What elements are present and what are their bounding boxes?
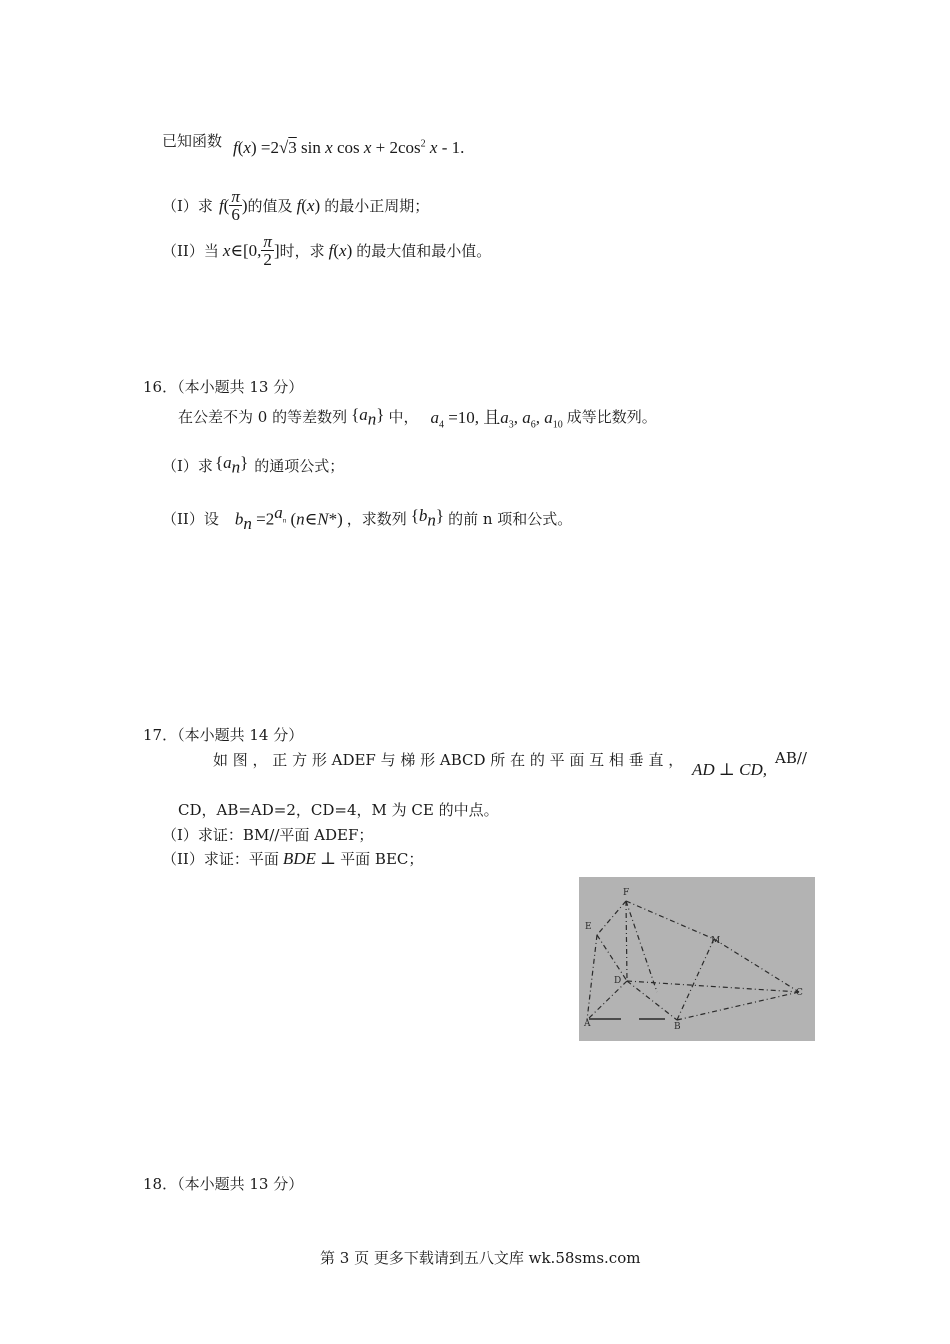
q16-stem: 在公差不为 0 的等差数列 $\{a_n\}$ 中， $a_4 =10$, 且$a_3$, $a_6$, $a_{10}$ 成等比数列。 <box>178 404 657 431</box>
q16-header: 16．（本小题共 13 分） <box>143 378 304 396</box>
page-footer: 第 3 页 更多下载请到五八文库 wk.58sms.com <box>320 1249 641 1267</box>
q17-header: 17．（本小题共 14 分） <box>143 726 304 744</box>
q16-part2: （II）设 $b_n =2^{a_n}$ (n∈N*) ，求数列 $\{b_n\}$ 的前 n 项和公式。 <box>162 503 573 534</box>
figure-label-A: A <box>584 1019 591 1029</box>
figure-label-D: D <box>614 976 622 986</box>
fraction-pi-over-2: $\frac{\pi}{2}$ <box>263 232 272 269</box>
q15-intro: 已知函数 <box>162 132 223 150</box>
q17-ad-perp-cd: AD ⊥ CD, <box>692 760 768 779</box>
geometry-figure-svg <box>579 877 815 1041</box>
figure-label-F: F <box>623 888 630 898</box>
q17-stem-tail: AB// <box>775 749 807 767</box>
fraction-pi-over-6: $\frac{\pi}{6}$ <box>231 187 240 224</box>
q15-part1: （I）求 f( $\frac{\pi}{6}$ ) 的值及 f(x) 的最小正周期； <box>162 187 430 224</box>
q17-stem-line1: 如 图 ， 正 方 形 ADEF 与 梯 形 ABCD 所 在 的 平 面 互 相 垂 直 ， <box>213 751 684 769</box>
q18-header: 18．（本小题共 13 分） <box>143 1175 304 1193</box>
figure-label-M: M <box>711 936 721 946</box>
q17-part2: （II）求证：平面 BDE ⊥ 平面 BEC； <box>162 848 424 868</box>
figure-label-B: B <box>674 1022 681 1032</box>
geometry-figure <box>579 877 815 1041</box>
q17-part1: （I）求证：BM//平面 ADEF； <box>162 826 374 844</box>
q17-stem-line2: CD，AB=AD=2，CD=4，M 为 CE 的中点。 <box>178 801 499 819</box>
figure-label-C: C <box>796 988 803 998</box>
q15-part2: （II）当 x∈[0, $\frac{\pi}{2}$ ] 时，求 f(x) 的最大值和最小值。 <box>162 232 492 269</box>
figure-label-E: E <box>585 922 592 932</box>
q15-formula: f(x) =2√3 sin x $\cos x + 2\cos^2$ x - 1. <box>233 138 465 157</box>
q16-part1: （I）求 $\{a_n\}$ 的通项公式； <box>162 453 345 477</box>
